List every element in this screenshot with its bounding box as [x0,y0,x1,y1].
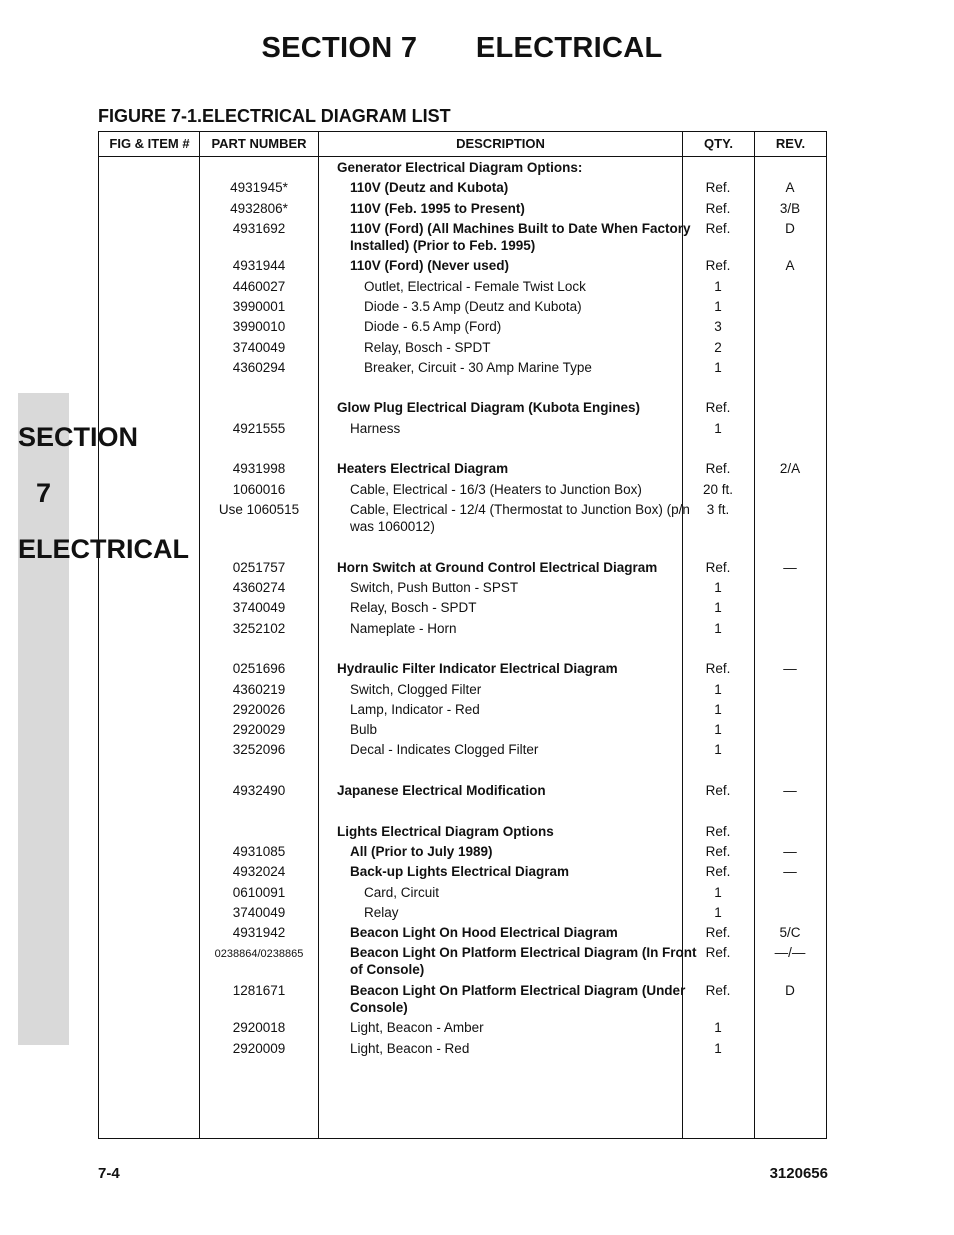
description-cell: All (Prior to July 1989) [350,843,493,859]
table-row [99,700,826,720]
rev-cell: 5/C [779,925,801,941]
part-number-cell: 4931944 [232,258,286,274]
part-number-cell: 4360274 [232,580,286,596]
part-number-cell: 0251757 [232,559,286,575]
description-cell: Harness [350,420,401,436]
part-number-cell: 4921555 [232,420,286,436]
qty-cell: 1 [714,681,722,697]
description-cell: Bulb [350,722,378,738]
qty-cell: Ref. [705,843,731,859]
qty-cell: 1 [714,701,722,717]
header-qty: QTY. [704,136,733,151]
table-spacer-row [99,537,826,557]
part-number-cell: 3252096 [232,742,286,758]
table-row [99,598,826,618]
description-cell: Outlet, Electrical - Female Twist Lock [364,278,586,294]
part-number-cell: 4360294 [232,359,286,375]
table-row [99,1018,826,1038]
qty-cell: 1 [714,298,722,314]
table-row [99,781,826,801]
table-row [99,178,826,198]
description-cell: Beacon Light On Hood Electrical Diagram [350,925,618,941]
table-row [99,720,826,740]
table-row [99,500,826,538]
rev-cell: A [785,258,795,274]
rev-cell: — [783,559,797,575]
qty-cell: 1 [714,620,722,636]
part-number-cell: 2920018 [232,1020,286,1036]
description-cell: 110V (Feb. 1995 to Present) [350,200,525,216]
part-number-cell: 3990010 [232,319,286,335]
table-row [99,923,826,943]
table-spacer-row [99,801,826,821]
description-cell: Diode - 3.5 Amp (Deutz and Kubota) [364,298,582,314]
qty-cell: 1 [714,1040,722,1056]
table-row [99,1039,826,1059]
qty-cell: 1 [714,278,722,294]
description-cell: 110V (Deutz and Kubota) [350,180,509,196]
table-row [99,981,826,1019]
description-cell: Breaker, Circuit - 30 Amp Marine Type [364,359,592,375]
description-cell: Lights Electrical Diagram Options [337,823,554,839]
rev-cell: — [783,843,797,859]
section-heading [0,32,924,65]
description-cell: Back-up Lights Electrical Diagram [350,864,570,880]
table-row [99,903,826,923]
page-number: 7-4 [98,1165,120,1182]
part-number-cell: 3740049 [232,339,286,355]
qty-cell: 1 [714,904,722,920]
rev-cell: —/— [774,945,806,961]
description-cell: Japanese Electrical Modification [337,783,546,799]
header-part-number: PART NUMBER [211,136,307,151]
table-row [99,277,826,297]
table-row [99,358,826,378]
qty-cell: Ref. [705,864,731,880]
part-number-cell: 4931998 [232,461,286,477]
description-cell: Light, Beacon - Amber [350,1020,484,1036]
table-row [99,256,826,276]
description-cell: Diode - 6.5 Amp (Ford) [364,319,502,335]
table-row [99,862,826,882]
qty-cell: 2 [714,339,722,355]
rev-cell: — [783,661,797,677]
figure-title: FIGURE 7-1.ELECTRICAL DIAGRAM LIST [98,106,451,126]
part-number-cell: 3990001 [232,298,286,314]
section-number: SECTION 7 [261,32,418,64]
table-body [99,158,826,1059]
description-cell: Relay, Bosch - SPDT [364,339,491,355]
part-number-cell: 1281671 [232,982,286,998]
qty-cell: 1 [714,1020,722,1036]
parts-table [98,131,827,1139]
part-number-cell: 4931692 [232,220,286,236]
table-row [99,558,826,578]
part-number-cell: 4360219 [232,681,286,697]
description-cell: Generator Electrical Diagram Options: [337,160,583,175]
qty-cell: Ref. [705,461,731,477]
rev-cell: D [785,982,795,998]
description-cell: Switch, Clogged Filter [350,681,482,697]
description-cell: Card, Circuit [364,884,440,900]
description-cell: Beacon Light On Platform Electrical Diagram (In Front of Console) [350,945,697,978]
header-rev: REV. [775,136,806,151]
qty-cell: Ref. [705,661,731,677]
part-number-cell: 4931085 [232,843,286,859]
header-description: DESCRIPTION [456,136,545,151]
table-row [99,419,826,439]
description-cell: Lamp, Indicator - Red [350,701,480,717]
rev-cell: 3/B [779,200,801,216]
document-number: 3120656 [769,1165,828,1182]
part-number-cell: 4932490 [232,783,286,799]
table-row [99,219,826,257]
part-number-cell: 4931945* [230,180,288,196]
table-row [99,943,826,981]
table-row [99,317,826,337]
rev-cell: A [785,180,795,196]
qty-cell: Ref. [705,200,731,216]
table-spacer-row [99,639,826,659]
table-row [99,740,826,760]
table-row [99,459,826,479]
rev-cell: — [783,864,797,880]
table-row [99,619,826,639]
part-number-cell: 4931942 [232,925,286,941]
description-cell: Relay [364,904,399,920]
part-number-cell: 0610091 [232,884,286,900]
section-side-tab [18,393,189,1045]
qty-cell: 1 [714,600,722,616]
description-cell: Hydraulic Filter Indicator Electrical Diagram [337,661,618,677]
description-cell: Light, Beacon - Red [350,1040,470,1056]
part-number-cell: 1060016 [232,481,286,497]
qty-cell: 20 ft. [702,481,734,497]
qty-cell: Ref. [705,982,731,998]
description-cell: Relay, Bosch - SPDT [350,600,477,616]
qty-cell: 1 [714,420,722,436]
qty-cell: 3 ft. [706,501,730,517]
part-number-cell: 0251696 [232,661,286,677]
part-number-cell: 0238864/0238865 [214,948,304,961]
table-spacer-row [99,439,826,459]
rev-cell: 2/A [779,461,801,477]
description-cell: Heaters Electrical Diagram [337,461,509,477]
part-number-cell: Use 1060515 [218,501,300,517]
qty-cell: 1 [714,722,722,738]
table-header [99,132,826,157]
table-spacer-row [99,761,826,781]
table-row [99,842,826,862]
side-tab-label: SECTION 7 ELECTRICAL [18,422,189,564]
table-row [99,338,826,358]
table-row [99,883,826,903]
rev-cell: — [783,783,797,799]
rev-cell: D [785,220,795,236]
qty-cell: Ref. [705,258,731,274]
description-cell: Cable, Electrical - 12/4 (Thermostat to Junction Box) (p/n was 1060012) [350,501,690,534]
qty-cell: 1 [714,359,722,375]
table-row [99,398,826,418]
table-row [99,158,826,178]
table-spacer-row [99,378,826,398]
part-number-cell: 3740049 [232,904,286,920]
section-title: ELECTRICAL [475,32,663,64]
qty-cell: Ref. [705,925,731,941]
part-number-cell: 4460027 [232,278,286,294]
part-number-cell: 4932024 [232,864,286,880]
description-cell: Nameplate - Horn [350,620,457,636]
part-number-cell: 3252102 [232,620,286,636]
qty-cell: Ref. [705,945,731,961]
header-fig-item: FIG & ITEM # [109,136,190,151]
qty-cell: Ref. [705,400,731,416]
qty-cell: 1 [714,580,722,596]
table-row [99,297,826,317]
description-cell: Decal - Indicates Clogged Filter [350,742,539,758]
description-cell: Beacon Light On Platform Electrical Diagram (Under Console) [350,982,686,1015]
qty-cell: Ref. [705,220,731,236]
table-row [99,578,826,598]
table-row [99,659,826,679]
part-number-cell: 3740049 [232,600,286,616]
description-cell: 110V (Ford) (All Machines Built to Date When Factory Installed) (Prior to Feb. 1995) [350,220,691,253]
qty-cell: 1 [714,884,722,900]
table-row [99,480,826,500]
part-number-cell: 2920026 [232,701,286,717]
qty-cell: Ref. [705,783,731,799]
part-number-cell: 2920009 [232,1040,286,1056]
description-cell: Glow Plug Electrical Diagram (Kubota Engines) [337,400,641,416]
description-cell: Cable, Electrical - 16/3 (Heaters to Junction Box) [350,481,642,497]
description-cell: 110V (Ford) (Never used) [350,258,510,274]
qty-cell: Ref. [705,559,731,575]
qty-cell: 3 [714,319,722,335]
qty-cell: Ref. [705,823,731,839]
description-cell: Horn Switch at Ground Control Electrical Diagram [337,559,658,575]
qty-cell: Ref. [705,180,731,196]
table-row [99,680,826,700]
table-row [99,822,826,842]
part-number-cell: 2920029 [232,722,286,738]
description-cell: Switch, Push Button - SPST [350,580,519,596]
part-number-cell: 4932806* [230,200,288,216]
table-row [99,199,826,219]
qty-cell: 1 [714,742,722,758]
